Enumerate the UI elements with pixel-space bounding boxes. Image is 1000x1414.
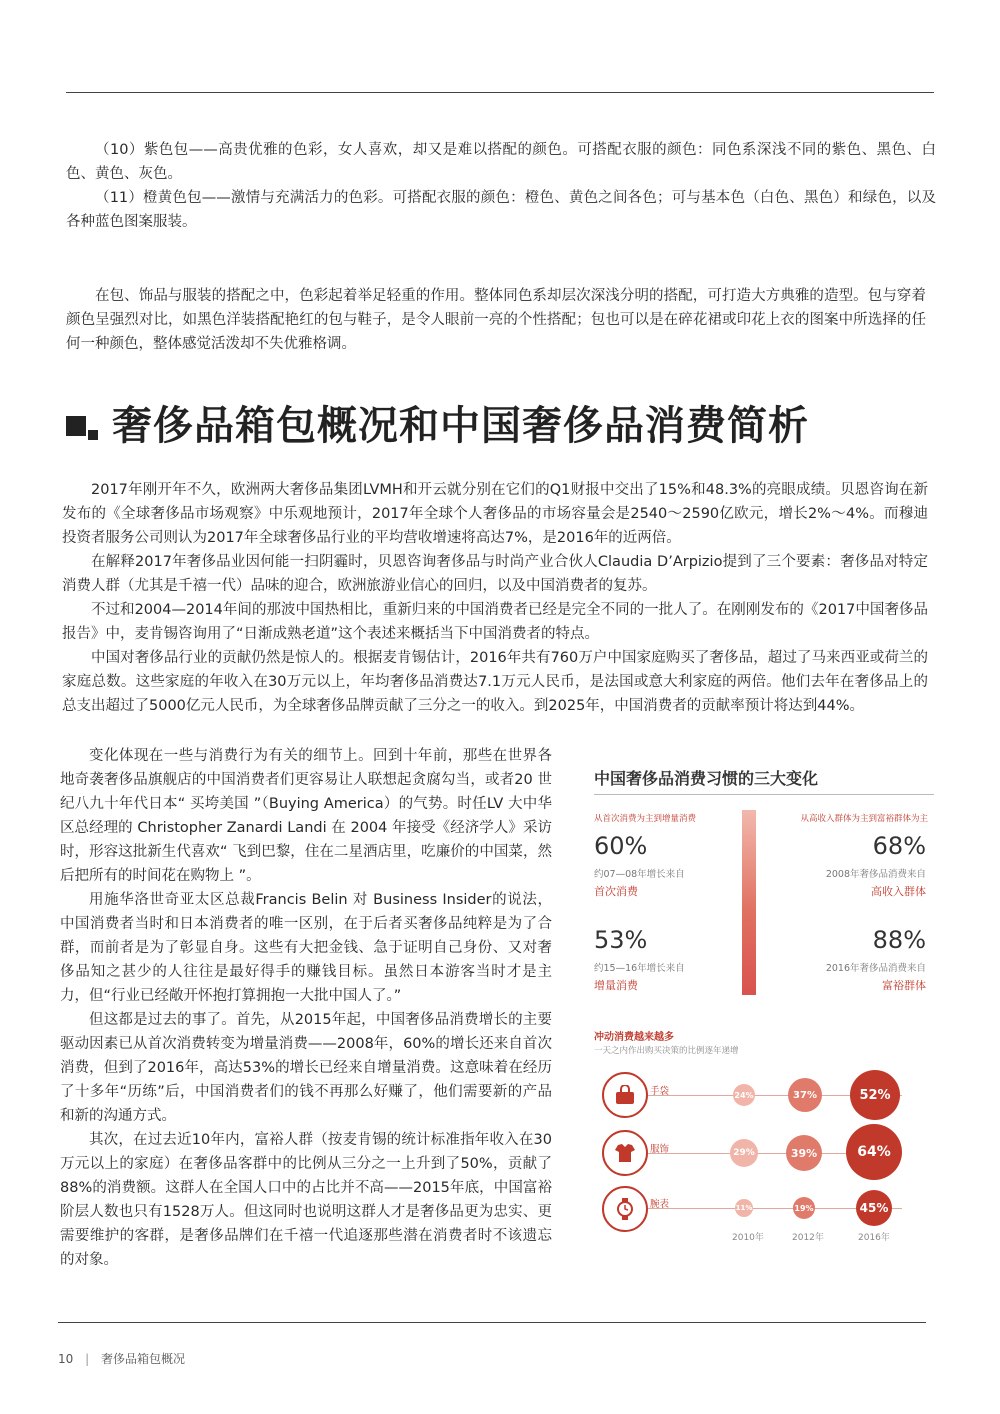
section-heading (66, 392, 946, 452)
body-paragraph: 2017年刚开年不久，欧洲两大奢侈品集团LVMH和开云就分别在它们的Q1财报中交出了15%和48.3%的亮眼成绩。贝恩咨询在新发布的《全球奢侈品市场观察》中乐观地预计，2017年全球个人奢侈品的市场容量会是2540～2590亿欧元，增长2%～4%。而穆迪投资者服务公司则认为2017年全球奢侈品行业的平均营收增速将高达7%，是2016年的近两倍。 (62, 482, 928, 546)
column-paragraph: 用施华洛世奇亚太区总裁Francis Belin 对 Business Insider的说法，中国消费者当时和日本消费者的唯一区别，在于后者买奢侈品纯粹是为了合群，而前者是为了彰显自身。这些有大把金钱、急于证明自己身份、又对奢侈品知之甚少的人往往是最好得手的赚钱目标。虽然日本游客当时才是主力，但“行业已经敞开怀抱打算拥抱一大批中国人了。” (60, 892, 552, 1004)
impulse-title: 冲动消费越来越多 (594, 1032, 674, 1043)
page-footer (58, 1350, 185, 1367)
stat-percent: 60% (594, 832, 648, 860)
footer-separator: | (85, 1352, 90, 1366)
bubble-2010: 29% (730, 1139, 758, 1167)
handbag-icon (602, 1072, 648, 1118)
row-category: 服饰 (650, 1144, 670, 1155)
heading-small-square-icon (88, 430, 98, 440)
bottom-rule (58, 1322, 926, 1323)
infographic-divider (594, 794, 934, 795)
year-label: 2010年 (732, 1233, 764, 1243)
clothing-icon (602, 1130, 648, 1176)
heading-square-icon (66, 416, 86, 436)
column-paragraph: 但这都是过去的事了。首先，从2015年起，中国奢侈品消费增长的主要驱动因素已从首次消费转变为增量消费——2008年，60%的增长还来自首次消费，但到了2016年，高达53%的增长已经来自增量消费。这意味着在经历了十多年“历练”后，中国消费者们的钱不再那么好赚了，他们需要新的产品和新的沟通方式。 (60, 1012, 552, 1124)
stat-note: 约07—08年增长来自 (594, 869, 685, 880)
bubble-2016: 52% (850, 1070, 900, 1120)
intro-text: 在包、饰品与服装的搭配之中，色彩起着举足轻重的作用。整体同色系却层次深浅分明的搭配，可打造大方典雅的造型。包与穿着颜色呈强烈对比，如黑色洋装搭配艳红的包与鞋子，是令人眼前一亮的个性搭配；包也可以是在碎花裙或印花上衣的图案中所选择的任何一种颜色，整体感觉活泼却不失优雅格调。 (66, 288, 926, 352)
stat-percent: 88% (872, 926, 926, 954)
year-label: 2012年 (792, 1233, 824, 1243)
page-number: 10 (58, 1352, 74, 1366)
column-paragraph: 变化体现在一些与消费行为有关的细节上。回到十年前，那些在世界各地奇袭奢侈品旗舰店的中国消费者们更容易让人联想起贪腐勾当，或者20 世纪八九十年代日本“ 买垮美国 ”（Buying America）的气势。时任LV 大中华区总经理的 Christopher Zanardi Landi 在 2004 年接受《经济学人》采访时，形容这批新生代喜欢“ 飞到巴黎，住在二星酒店里，吃廉价的中国菜，然后把所有的时间花在购物上 ”。 (60, 748, 552, 884)
column-paragraph: 其次，在过去近10年内，富裕人群（按麦肯锡的统计标准指年收入在30万元以上的家庭）在奢侈品客群中的比例从三分之一上升到了50%，贡献了88%的消费额。这群人在全国人口中的占比并不高——2015年底，中国富裕阶层人数也只有1528万人。但这同时也说明这群人才是奢侈品更为忠实、更需要维护的客群，是奢侈品牌们在千禧一代追逐那些潜在消费者时不该遗忘的对象。 (60, 1132, 552, 1268)
infographic (580, 750, 940, 1260)
purple-bag-paragraph: （10）紫色包——高贵优雅的色彩，女人喜欢，却又是难以搭配的颜色。可搭配衣服的颜色：同色系深浅不同的紫色、黑色、白色、黄色、灰色。 (66, 142, 936, 182)
row-category: 腕表 (650, 1199, 670, 1210)
orange-bag-paragraph: （11）橙黄色包——激情与充满活力的色彩。可搭配衣服的颜色：橙色、黄色之间各色；可与基本色（白色、黑色）和绿色，以及各种蓝色图案服装。 (66, 190, 936, 230)
bubble-2012: 19% (793, 1197, 815, 1219)
section-title: 奢侈品箱包概况和中国奢侈品消费简析 (112, 402, 809, 449)
top-rule (66, 92, 934, 93)
chapter-title: 奢侈品箱包概况 (100, 1352, 185, 1366)
stat-label: 首次消费 (594, 885, 638, 898)
full-width-text (62, 478, 928, 718)
body-paragraph: 不过和2004—2014年间的那波中国热相比，重新归来的中国消费者已经是完全不同的一批人了。在刚刚发布的《2017中国奢侈品报告》中，麦肯锡咨询用了“日渐成熟老道”这个表述来概括当下中国消费者的特点。 (62, 602, 928, 642)
infographic-title: 中国奢侈品消费习惯的三大变化 (594, 769, 819, 788)
bubble-2010: 24% (733, 1084, 755, 1106)
stat-percent: 53% (594, 926, 648, 954)
row-category: 手袋 (650, 1086, 670, 1097)
bubble-2010: 11% (735, 1199, 753, 1217)
bubble-2016: 45% (856, 1190, 892, 1226)
color-items (66, 138, 936, 234)
stat-label: 高收入群体 (871, 885, 926, 898)
watch-icon (602, 1186, 648, 1232)
right-header: 从高收入群体为主到富裕群体为主 (800, 814, 928, 824)
stat-percent: 68% (872, 832, 926, 860)
stat-note: 2016年奢侈品消费来自 (825, 963, 926, 974)
left-header: 从首次消费为主到增量消费 (594, 814, 697, 824)
bubble-2012: 39% (786, 1135, 822, 1171)
body-paragraph: 中国对奢侈品行业的贡献仍然是惊人的。根据麦肯锡估计，2016年共有760万户中国家庭购买了奢侈品，超过了马来西亚或荷兰的家庭总数。这些家庭的年收入在30万元以上，年均奢侈品消费达7.1万元人民币，是法国或意大利家庭的两倍。他们去年在奢侈品上的总支出超过了5000亿元人民币，为全球奢侈品牌贡献了三分之一的收入。到2025年，中国消费者的贡献率预计将达到44%。 (62, 650, 928, 714)
left-column-text (60, 744, 552, 1272)
gradient-bar (742, 810, 756, 995)
body-paragraph: 在解释2017年奢侈品业因何能一扫阴霾时，贝恩咨询奢侈品与时尚产业合伙人Claudia D’Arpizio提到了三个要素：奢侈品对特定消费人群（尤其是千禧一代）品味的迎合，欧洲旅游业信心的回归，以及中国消费者的复苏。 (62, 554, 928, 594)
stat-note: 2008年奢侈品消费来自 (825, 869, 926, 880)
stat-label: 富裕群体 (882, 979, 926, 992)
impulse-subtitle: 一天之内作出购买决策的比例逐年递增 (594, 1046, 739, 1056)
intro-paragraph (66, 284, 926, 356)
stat-label: 增量消费 (594, 979, 638, 992)
bubble-2016: 64% (846, 1124, 902, 1180)
stat-note: 约15—16年增长来自 (594, 963, 685, 974)
bubble-2012: 37% (788, 1078, 822, 1112)
year-label: 2016年 (858, 1233, 890, 1243)
